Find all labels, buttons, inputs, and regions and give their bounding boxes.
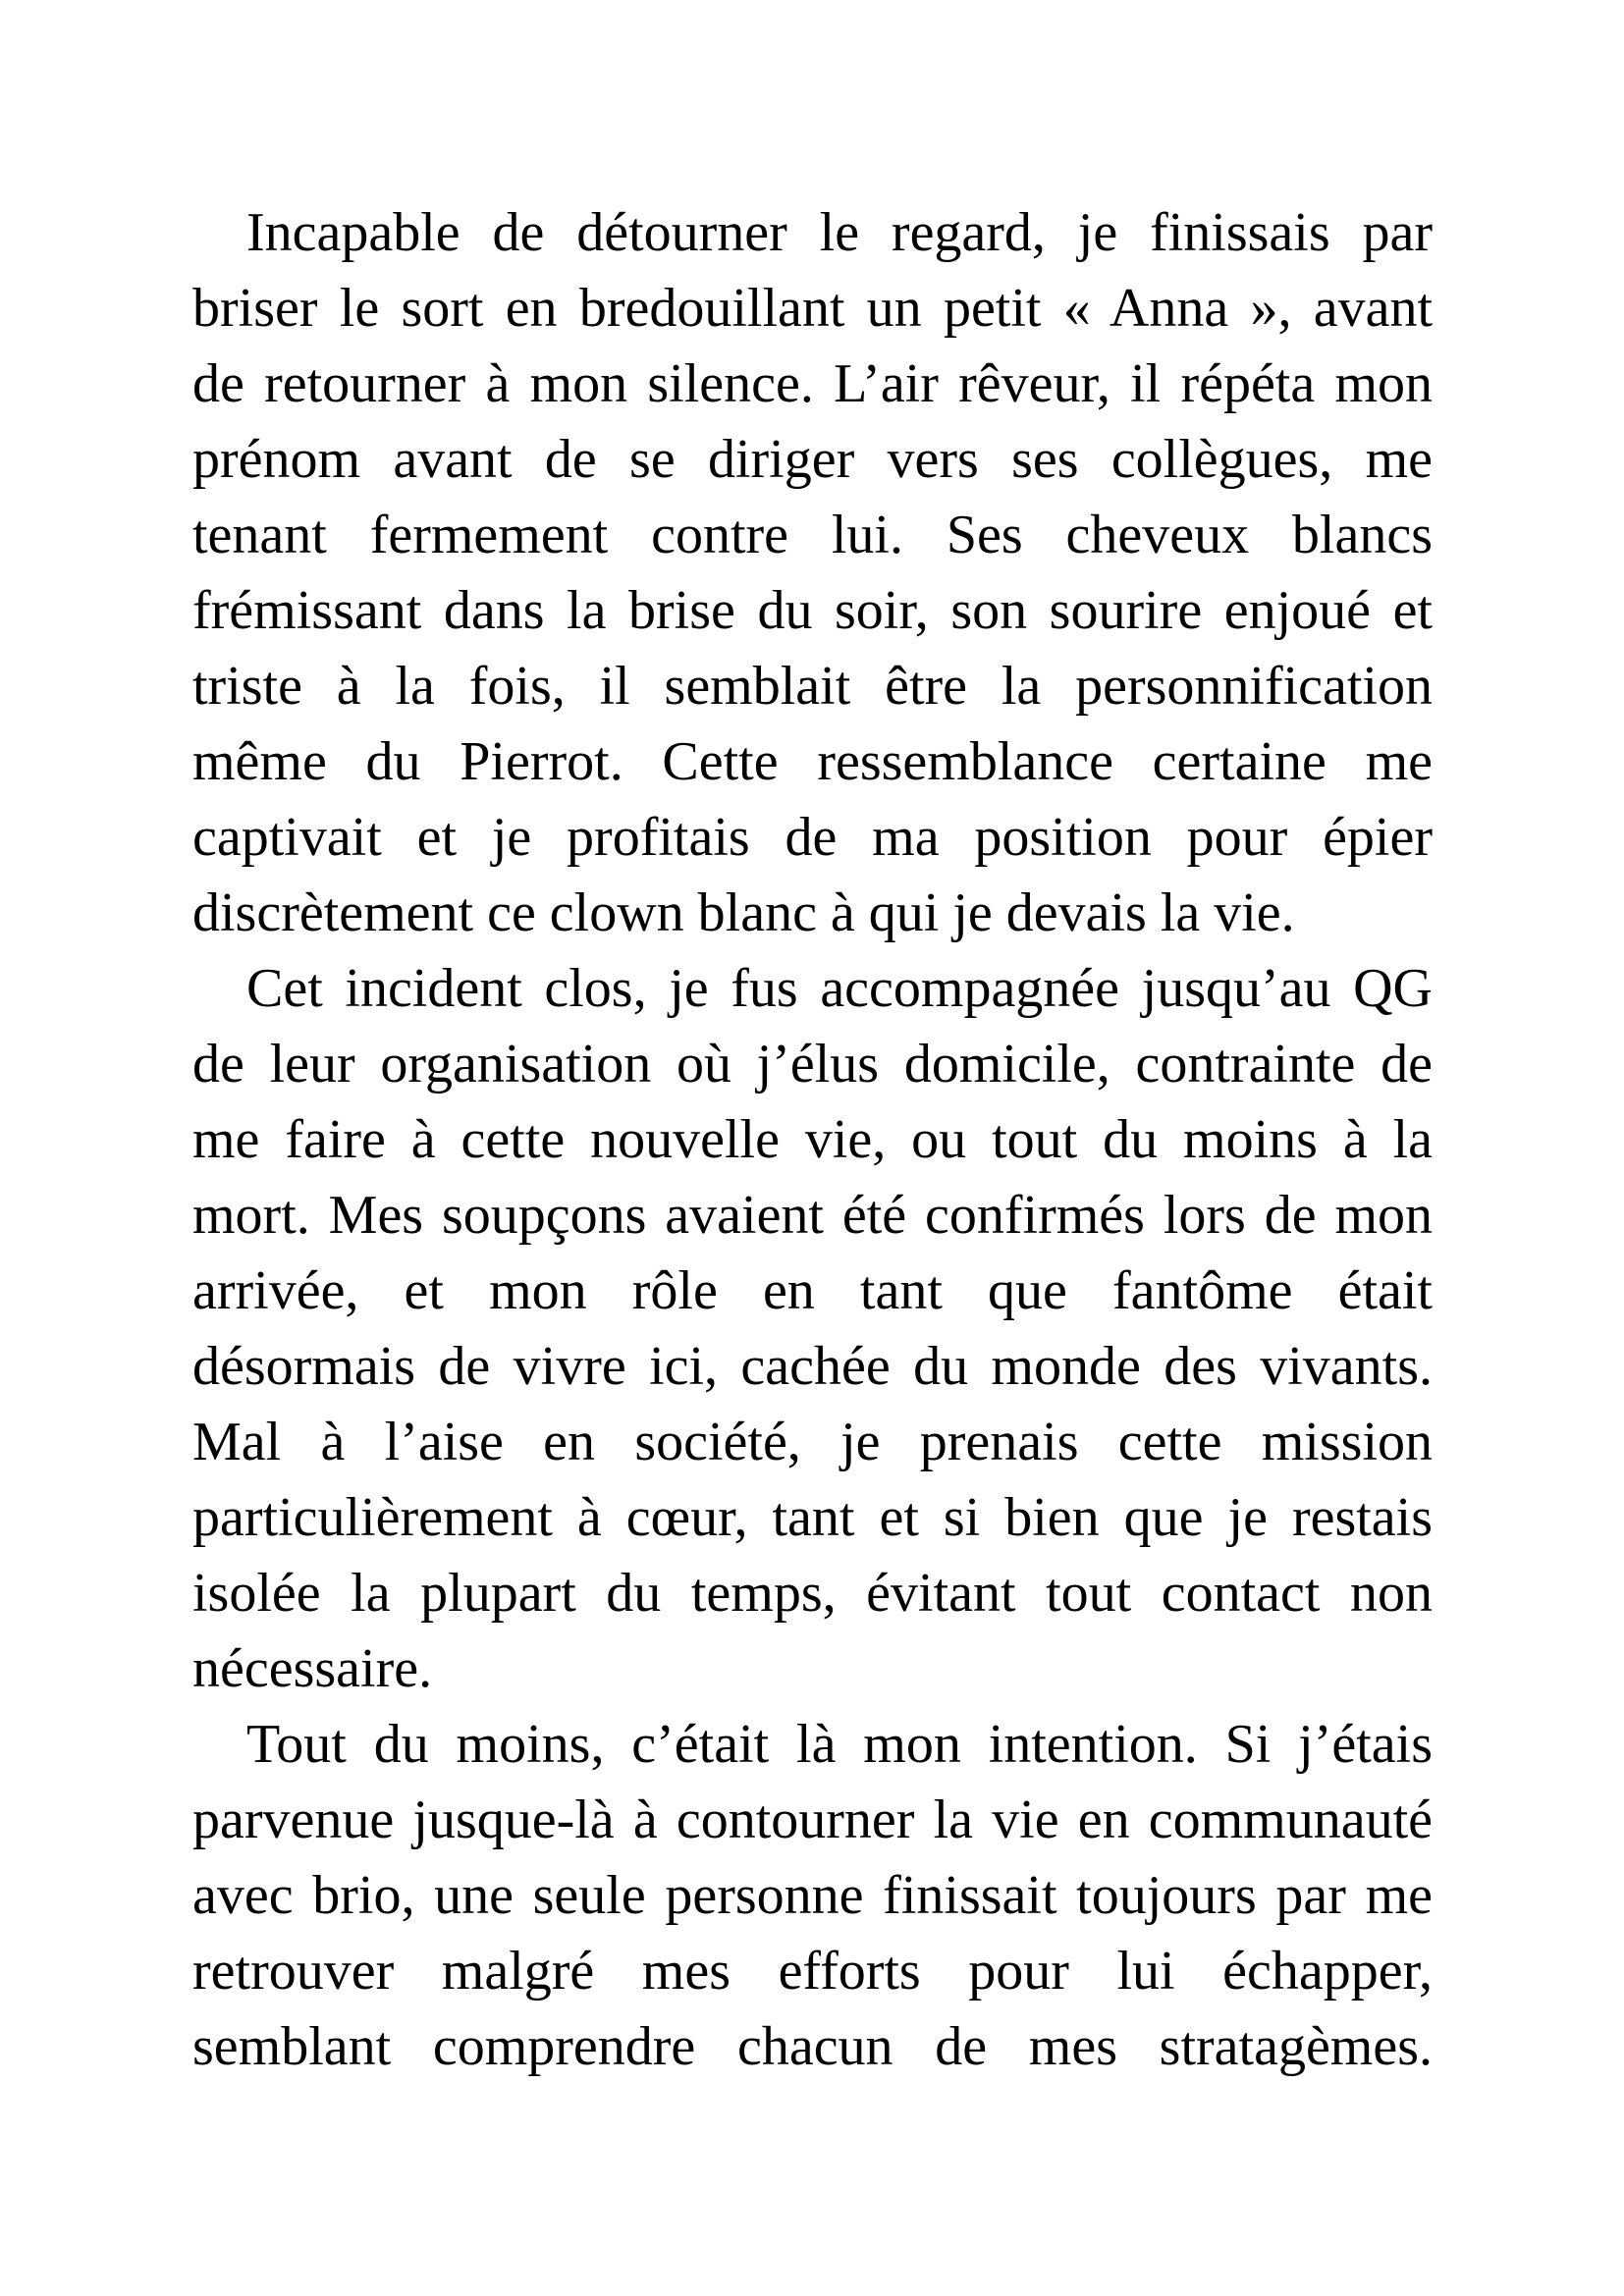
text-line: frémissant dans la brise du soir, son sourire enjoué et: [192, 580, 1433, 641]
page-text-block: [192, 195, 1433, 2085]
paragraph: [192, 951, 1433, 1707]
text-line: désormais de vivre ici, cachée du monde des vivants.: [192, 1336, 1433, 1397]
text-line: me faire à cette nouvelle vie, ou tout du moins à la: [192, 1109, 1433, 1170]
text-line: Incapable de détourner le regard, je finissais par: [246, 202, 1433, 263]
text-line: nécessaire.: [192, 1638, 433, 1699]
text-line: Mal à l’aise en société, je prenais cette mission: [192, 1412, 1433, 1472]
text-line: triste à la fois, il semblait être la personnification: [192, 656, 1433, 717]
text-line: Tout du moins, c’était là mon intention. Si j’étais: [246, 1714, 1433, 1775]
paragraph: [192, 195, 1433, 951]
text-line: de leur organisation où j’élus domicile, contrainte de: [192, 1034, 1433, 1095]
text-line: même du Pierrot. Cette ressemblance certaine me: [192, 731, 1433, 792]
text-line: avec brio, une seule personne finissait toujours par me: [192, 1865, 1433, 1926]
text-line: prénom avant de se diriger vers ses collègues, me: [192, 429, 1433, 490]
text-line: isolée la plupart du temps, évitant tout contact non: [192, 1563, 1433, 1624]
text-line: mort. Mes soupçons avaient été confirmés lors de mon: [192, 1185, 1433, 1246]
text-line: de retourner à mon silence. L’air rêveur, il répéta mon: [192, 353, 1433, 414]
text-line: retrouver malgré mes efforts pour lui échapper,: [192, 1941, 1433, 2002]
text-line: parvenue jusque-là à contourner la vie en communauté: [192, 1789, 1433, 1850]
paragraph: [192, 1707, 1433, 2085]
text-line: tenant fermement contre lui. Ses cheveux blancs: [192, 505, 1433, 565]
text-line: semblant comprendre chacun de mes stratagèmes.: [192, 2016, 1433, 2077]
text-line: briser le sort en bredouillant un petit « Anna », avant: [192, 278, 1433, 339]
text-line: Cet incident clos, je fus accompagnée jusqu’au QG: [246, 958, 1433, 1019]
text-line: arrivée, et mon rôle en tant que fantôme était: [192, 1260, 1433, 1321]
text-line: particulièrement à cœur, tant et si bien que je restais: [192, 1487, 1433, 1548]
text-line: captivait et je profitais de ma position pour épier: [192, 807, 1433, 868]
text-line: discrètement ce clown blanc à qui je devais la vie.: [192, 882, 1295, 943]
